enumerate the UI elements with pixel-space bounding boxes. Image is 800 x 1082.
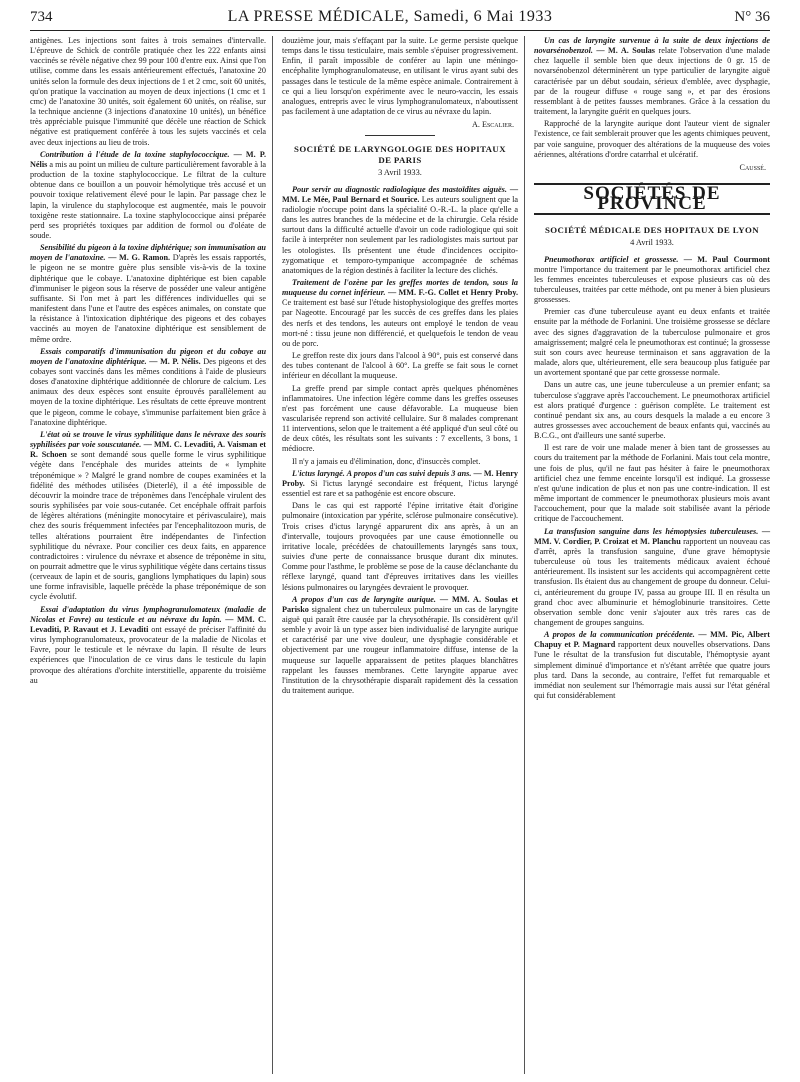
paragraph: douzième jour, mais s'effaçant par la suite. Le germe persiste quelque temps dans le tissu testiculaire, mais semble s'épuiser progressivement. Enfin, il paraît impossible de conférer au lapin une méningo-encéphalite lymphogranulomateuse, en utilisant le virus ayant subi des passages dans le testicule de la même espèce animale. Contrairement à ce qui a lieu lorsqu'on expérimente avec le neuro-vaccin, les essais analogues, entrepris avec le virus lymphogranulomateux, n'aboutissent pas facilement à une adaptation de ce virus au névraxe du lapin. [282,36,518,117]
article-authors: — M. Henry Proby. [282,468,519,488]
article-text: D'après les essais rapportés, le pigeon ne se montre guère plus sensible vis-à-vis de la toxine diphtérique que le cobaye. L'anatoxine diphtérique est bien capable d'immuniser le pigeon sous la réserve de posséder une valeur antigène suffisante. Si l'on met à part les différences individuelles qui se manifestent dans l'une et l'autre des espèces animales, on constate que la résistance à l'intoxication diphtérique des pigeons et des cobayes vaccinés au moyen de l'anatoxine diphtérique est sensiblement de même ordre. [30,253,267,344]
article [30,150,266,241]
article-text: rapportent deux nouvelles observations. Dans l'une le résultat de la transfusion fut discutable, l'hémoptysie ayant simplement diminué d'importance et n's'étant arrêtée que quatre jours plus tard. Dans la seconde, au contraire, l'effet fut remarquable et immédiat non seulement sur l'hémorragie mais aussi sur l'état général qui fut considérablement [534,640,770,701]
issue-number: N° 36 [734,8,770,25]
paragraph: Dans le cas qui est rapporté l'épine irritative était d'origine pulmonaire (intoxication par ypérite, sclérose pulmonaire consécutive). Trois crises d'ictus laryngé apparurent dix ans après, à un an d'intervalle, toujours provoquées par une cause émotionnelle ou irritative locale, précédées de chatouillements laryngés sans toux, suivies d'une perte de connaissance brusque durant dix minutes. Comme pour l'asthme, le problème se pose de la cause déclanchante du réflexe laryngé, quand tant d'épreuves irritatives dans les vieilles lésions pulmonaires ou laryngées devraient le provoquer. [282,501,518,592]
article-text: relate l'observation d'une malade chez laquelle il semble bien que deux injections de 0 gr. 15 de novarsénobenzol déterminèrent un type particulier de laryngite aiguë caractérisée par un début soudain, sérieux d'emblée, avec dysphagie, par de la rougeur diffuse « rouge sang », et par des érosions ressemblant à de petites fausses membranes. Grâce à la cessation du traitement, la laryngite guérit en quelques jours. [534,46,771,117]
paragraph: antigènes. Les injections sont faites à trois semaines d'intervalle. L'épreuve de Schick de contrôle pratiquée chez les 222 enfants ainsi vaccinés se révèle négative chez 99 pour 100 d'entre eux. Ainsi que l'on utilise, comme dans les essais antérieurement effectués, l'anatoxine 20 unités selon la formule des deux injections de 1 et 2 cmc, soit 60 unités, qu'on pratique la vaccination au moyen de deux injections (1 cmc et 1 cmc) de l'anatoxine 30 unités, soit également 60 unités, on réalise, sur la technique ancienne (3 injections d'anatoxine 10 unités), un bénéfice très appréciable puisque l'immunité que décèle une réaction de Schick négative est pratiquement conférée à tous les sujets vaccinés et cela avec deux injections au lieu de trois. [30,36,266,147]
journal-title: LA PRESSE MÉDICALE, Samedi, 6 Mai 1933 [227,8,553,25]
article [282,469,518,499]
article-authors: — MM. C. Levaditi, P. Ravaut et J. Levaditi [30,614,267,634]
article [282,185,518,276]
paragraph: Il n'y a jamais eu d'élimination, donc, d'insuccès complet. [292,456,481,466]
column-2 [282,36,518,698]
article-authors: — M. P. Nélis. [149,356,201,366]
article-title: Essai d'adaptation du virus lymphogranulomateux (maladie de Nicolas et Favre) au testicule et au névraxe du lapin. [30,604,266,624]
article-authors: — M. P. Nélis [30,149,266,169]
article-authors: — MM. F.-G. Collet et Henry Proby. [387,288,519,298]
article-title: L'ictus laryngé. A propos d'un cas suivi depuis 3 ans. [292,468,472,478]
article-authors: — M. A. Soulas [596,46,655,56]
separator-rule [365,135,435,136]
article-title: Essais comparatifs d'immunisation du pigeon et du cobaye au moyen de l'anatoxine diphtérique. [30,346,266,366]
society-heading: SOCIÉTÉ MÉDICALE DES HOPITAUX DE LYON [545,225,759,236]
paragraph: Dans un autre cas, une jeune tuberculeuse a un premier enfant; sa tuberculose s'aggrave après l'accouchement. Le pneumothorax artificiel est alors pratiqué d'urgence : guérison complète. Le traitement est continué pendant six ans, au cours desquels la malade a eu encore 3 autres grossesses avec accouchement de beaux enfants qui, vaccinés au B.C.G., ont d'ailleurs une santé superbe. [534,380,770,441]
column-divider [272,36,273,1074]
article [30,347,266,428]
article-text: rapportent un nouveau cas d'arrêt, après la transfusion sanguine, d'une grave hémoptysie tuberculeuse où tous les traitements médicaux avaient échoué antérieurement. Ils insistent sur les accidents qui accompagnèrent cette transfusion. Ils étaient dus au changement de groupe du donneur. Celui-ci, antérieurement du groupe IV, passa au groupe III. Il en résulta un grand choc avec albuminurie et hémoglobinurie transitoires. Cette observation semble donc venir s'ajouter aux très rares cas de changement de groupes sanguins. [534,536,771,627]
article [30,605,266,686]
page-number: 734 [30,8,53,25]
article [534,255,770,306]
article-authors: — MM. V. Cordier, P. Croizat et M. Planchu [534,526,771,546]
paragraph: Le greffon reste dix jours dans l'alcool à 90°, puis est conservé dans des tubes contenant de l'alcool à 60°. La greffe se fait sous le cornet inférieur en décollant la muqueuse. [282,351,518,381]
article-title: A propos d'un cas de laryngite aurique. [292,594,436,604]
article-text: Les auteurs soulignent que la radiologie n'occupe point dans la spécialité O.-R.-L. la place qu'elle a dans les autres branches de la médecine et de la chirurgie. Cela réside surtout dans la difficulté actuelle d'avoir un code radiologique qui soit facile à interpréter non seulement par les radiologistes mais surtout par les otologistes. Ils présentent une étude d'incidences occipito-zygomatique et temporo-tympanique accompagnée de schémas anatomiques de la région destinés à faciliter la lecture des clichés. [282,194,519,275]
article-text: a mis au point un milieu de culture particulièrement favorable à la production de la toxine staphylococcique. Le filtrat de la culture obtenue dans ce bouillon a un pouvoir hémolytique très accusé et un pouvoir toxique relativement élevé pour le lapin. Par passage chez le lapin, la virulence du staphylocoque est augmentée, mais le pouvoir toxigène reste stationnaire. La toxine staphylococcique ainsi préparée perd ses propriétés toxiques par addition de formol ou d'oléate de soude. [30,159,266,240]
society-heading: SOCIÉTÉ DE LARYNGOLOGIE DES HOPITAUX DE PARIS [294,144,506,166]
column-3 [534,36,770,703]
article-title: Sensibilité du pigeon à la toxine diphtérique; son immunisation au moyen de l'anatoxine. [30,243,266,263]
paragraph: Premier cas d'une tuberculeuse ayant eu deux enfants et traitée ensuite par la méthode de Forlanini. Une troisième grossesse se déclare avec des signes d'aggravation de la tuberculose pulmonaire et gros amaigrissement; malgré cela le pneumothorax est continué; la grossesse suit son cours avec heureuse terminaison et sans aggravation de la malade, alors que, ultérieurement, elle sera beaucoup plus fatiguée par un avortement spontané que par cette grossesse normale. [534,307,770,378]
article [282,595,518,697]
section-banner: SOCIÉTÉS DE PROVINCE [534,183,770,215]
session-date: 4 Avril 1933. [630,238,674,248]
article-authors: — MM. A. Soulas et Parisko [282,594,518,614]
article-title: Un cas de laryngite survenue à la suite de deux injections de novarsénobenzol. [534,36,770,56]
article-text: se sont demandé sous quelle forme le virus syphilitique végète dans l'encéphale des murides atteints de « lymphite tréponémique » ? Malgré le grand nombre de coupes examinées et la fidélité des méthodes utilisées (Dieterlé), il a été impossible de découvrir la moindre trace de tréponèmes dans l'encéphale virulent des souris syphilisées par voie sous-cutanée. Cet encéphale offrait parfois de légères altérations (méningite monocytaire et périvasculaire), mais chez des souris fréquemment infectées par l'encephalitozoon muris, de telles altérations pourraient être indépendantes de l'infection syphilitique du névraxe. Pour concilier ces deux faits, en apparence contradictoires : virulence du névraxe et absence de tréponème in situ, on pourrait admettre que le virus syphilitique végète dans certains tissus (cerveaux de lapin et de souris, ganglions lymphatiques du lapin) sous une forme infravisible, laquelle précède la phase tréponémique de son cycle évolutif. [30,450,267,602]
article-authors: — MM. Pic, Albert Chapuy et P. Magnard [534,630,771,650]
article-title: Traitement de l'ozène par les greffes mortes de tendon, sous la muqueuse du cornet inférieur. [282,277,518,298]
column-1 [30,36,266,688]
article [534,36,770,117]
page-header [30,4,770,31]
article [282,278,518,349]
column-divider [524,36,525,1074]
article-title: La transfusion sanguine dans les hémoptysies tuberculeuses. [544,526,759,536]
signature: A. Escalier. [471,120,514,130]
article-authors: — MM. C. Levaditi, A. Vaisman et R. Schoen [30,440,267,460]
article-authors: — MM. Le Mée, Paul Bernard et Sourice. [282,184,518,204]
session-date: 3 Avril 1933. [378,168,422,178]
article-title: Pour servir au diagnostic radiologique des mastoïdites aiguës. [292,184,507,194]
article-text: Ce traitement est basé sur l'étude histophysiologique des greffes mortes par Nageotte. Encouragé par les succès de ces greffes dans les plaies des nerfs et des tendons, les auteurs ont employé le tendon de veau mort-né : tissu jeune non différencié, et quelquefois le tendon de veau ou de porc. [282,298,518,348]
paragraph: La greffe prend par simple contact après quelques phénomènes inflammatoires. Une infection légère comme dans les greffes osseuses n'est pas forcément une cause défavorable. La muqueuse bien vascularisée reprend son activité cellulaire. Sur 8 malades comprenant 11 interventions, selon que le traitement a été appliqué d'un seul côté ou de deux côtés, les résultats sont les suivants : 7 excellents, 3 bons, 1 médiocre. [282,383,518,454]
article [534,527,770,629]
article [30,430,266,603]
article-authors: — M. Paul Courmont [683,254,771,264]
article-authors: — M. G. Ramon. [108,253,171,263]
article-text: Des pigeons et des cobayes sont vaccinés dans les mêmes conditions à l'aide de plusieurs doses d'anatoxine diphtérique additionnée de chlorure de calcium. Les animaux des deux espèces sont ensuite éprouvés parallèlement au moyen de la toxine diphtérique. Les résultats de cette épreuve montrent que le pigeon, comme le cobaye, s'immunise parfaitement bien grâce à l'anatoxine diphtérique. [30,356,267,427]
article-text: ont essayé de préciser l'affinité du virus lymphogranulomateux, provocateur de la maladie de Nicolas et Favre, pour le testicule et le névraxe du lapin. Il résulte de leurs expériences que l'inoculation de ce virus dans le testicule du lapin provoque des altérations d'orchite interstitielle, apparente du troisième au [30,624,267,685]
paragraph: Rapproché de la laryngite aurique dont l'auteur vient de signaler l'existence, ce fait semblerait prouver que les agents chimiques peuvent, par voie sanguine, provoquer des altérations de la muqueuse des voies aériennes, altérations d'ordre catarrhal et ulcératif. [534,119,770,159]
signature: Caussé. [739,162,766,172]
article [534,630,770,701]
article-title: Contribution à l'étude de la toxine staphylococcique. [40,149,230,159]
article-text: signalent chez un tuberculeux pulmonaire un cas de laryngite aiguë qui paraît être causée par la chrysothérapie. Ils considèrent qu'il semble y avoir là un type assez bien individualisé de laryngite aurique et caractérisé par une vive douleur, une dysphagie considérable et objectivement par une rougeur inflammatoire diffuse, intense de la muqueuse sur laquelle apparaissent de petites plaques blanchâtres rappelant les fausses membranes. Cette laryngite apparue avec l'institution de la chrysothérapie disparaît rapidement dès la cessation du traitement aurique. [282,604,518,696]
paragraph: Il est rare de voir une malade mener à bien tant de grossesses au cours du traitement par la méthode de Forlanini. Mais tout cela montre, une fois de plus, qu'il ne faut pas hésiter à faire le pneumothorax artificiel chez une femme enceinte lorsqu'il est indiqué. La grossesse n'est qu'une indication de plus et non pas une contre-indication. Il est même important de commencer le pneumothorax plusieurs mois avant l'accouchement, pour que la malade soit stabilisée avant la période critique de l'accouchement. [534,443,770,524]
article-title: A propos de la communication précédente. [544,630,695,640]
article-title: L'état où se trouve le virus syphilitique dans le névraxe des souris syphilisées par voie souscutanée. [30,429,266,450]
article-text: montre l'importance du traitement par le pneumothorax artificiel chez les femmes enceintes tuberculeuses et expose plusieurs cas où des tuberculeuses, traitées par cette méthode, ont pu mener à bien plusieurs grossesses. [534,264,770,305]
article-text: Si l'ictus laryngé secondaire est fréquent, l'ictus laryngé essentiel est rare et sa pathogénie est encore obscure. [282,478,519,499]
article [30,243,266,345]
article-title: Pneumothorax artificiel et grossesse. [544,254,679,264]
